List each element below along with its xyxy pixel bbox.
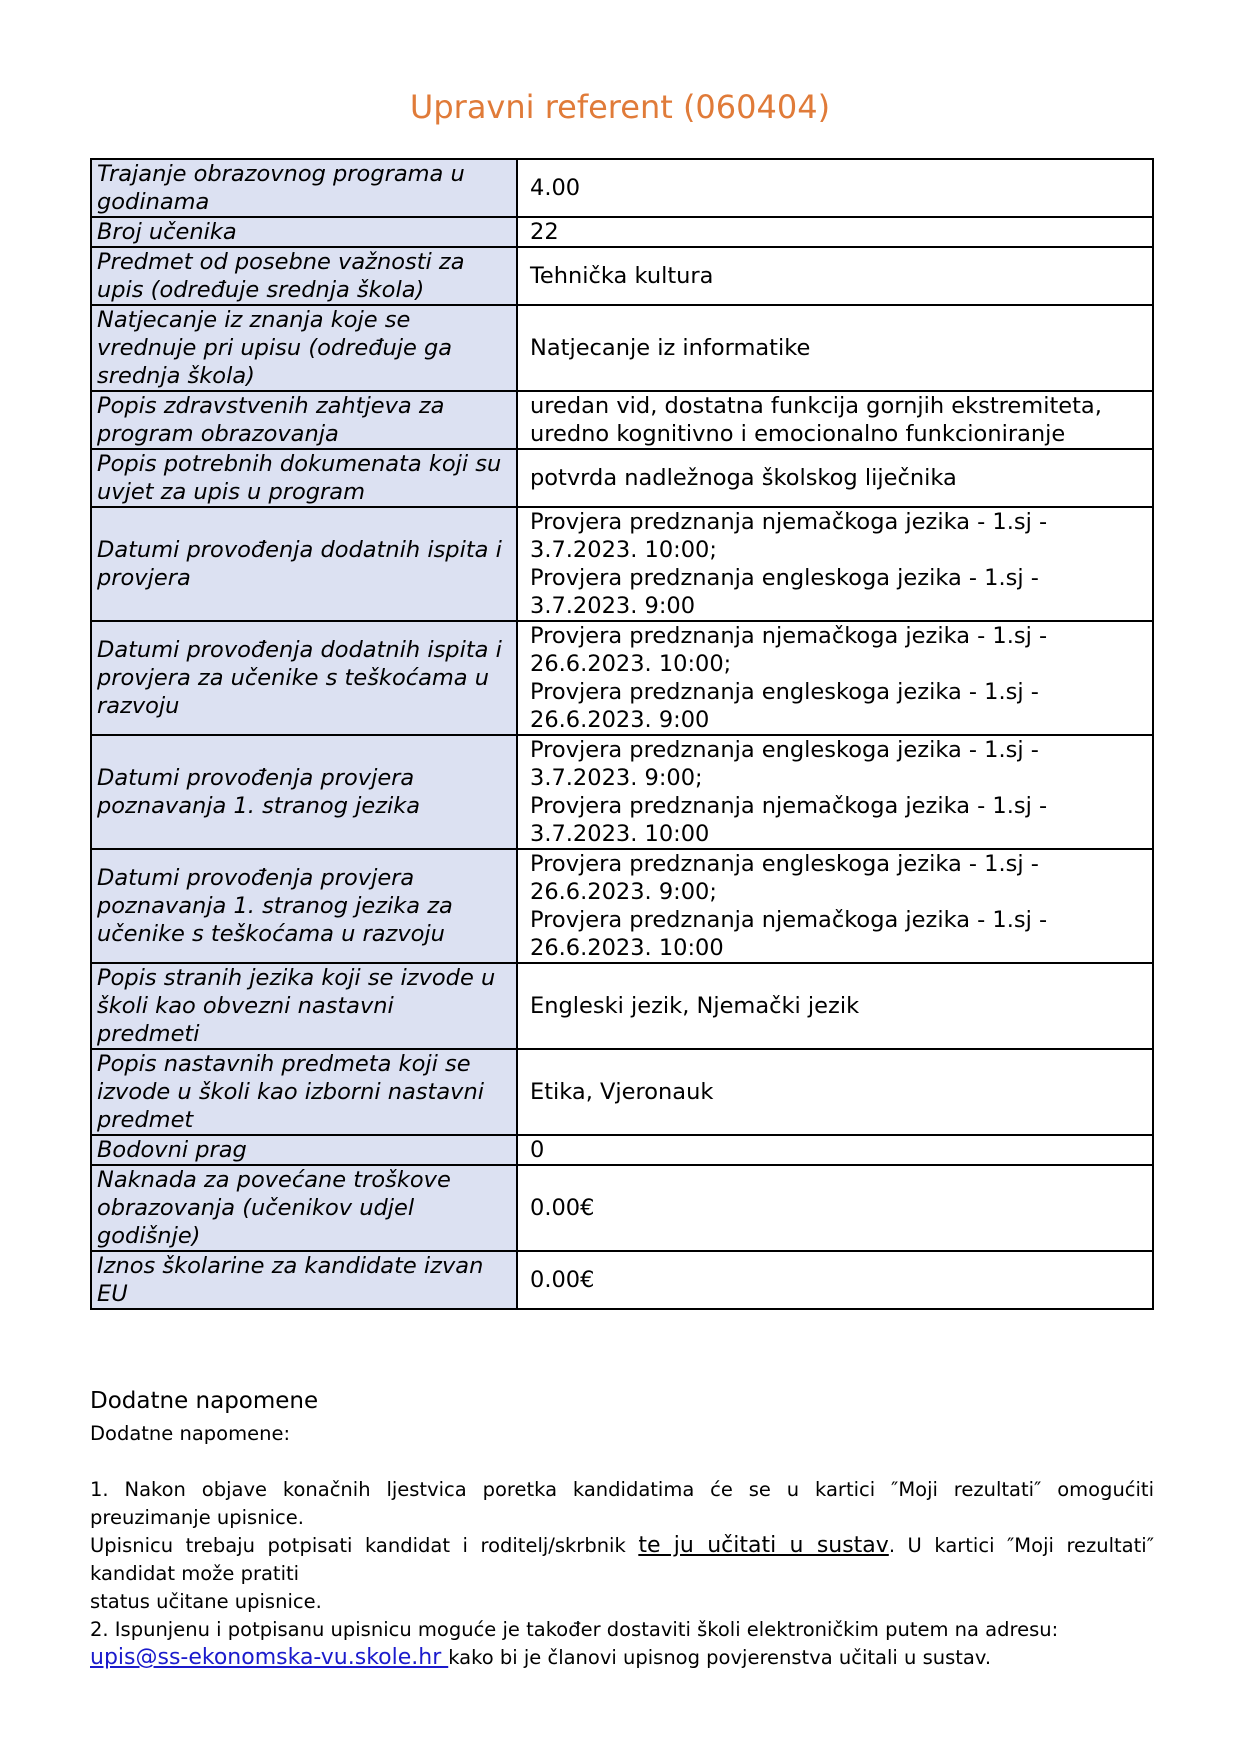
program-info-table [90,158,1154,1310]
table-row [91,963,1153,1049]
table-row [91,507,1153,621]
note-line-1: 1. Nakon objave konačnih ljestvica poretka kandidatima će se u kartici ″Moji rezultati″ omogućiti preuzimanje upisnice. [90,1478,1154,1529]
row-label: Natjecanje iz znanja koje se vrednuje pri upisu (određuje ga srednja škola) [91,305,517,391]
table-row [91,159,1153,217]
row-label: Iznos školarine za kandidate izvan EU [91,1251,517,1309]
table-row [91,1165,1153,1251]
notes-heading: Dodatne napomene [90,1388,319,1414]
table-row [91,849,1153,963]
note-line-2 [90,1532,1154,1588]
row-value: 4.00 [517,159,1153,217]
row-value: Provjera predznanja engleskoga jezika - 1.sj - 26.6.2023. 9:00; Provjera predznanja njemačkoga jezika - 1.sj - 26.6.2023. 10:00 [517,849,1153,963]
row-label: Naknada za povećane troškove obrazovanja (učenikov udjel godišnje) [91,1165,517,1251]
table-row [91,391,1153,449]
page-title: Upravni referent (060404) [409,88,831,126]
row-value: Engleski jezik, Njemački jezik [517,963,1153,1049]
row-value: 22 [517,217,1153,247]
table-row [91,621,1153,735]
row-label: Predmet od posebne važnosti za upis (određuje srednja škola) [91,247,517,305]
table-row [91,449,1153,507]
table-row [91,305,1153,391]
row-value: 0 [517,1135,1153,1165]
row-value: 0.00€ [517,1251,1153,1309]
row-label: Bodovni prag [91,1135,517,1165]
note-line-4: 2. Ispunjenu i potpisanu upisnicu moguće je također dostaviti školi elektroničkim putem na adresu: [90,1618,1059,1641]
row-value: Natjecanje iz informatike [517,305,1153,391]
email-link[interactable]: upis@ss-ekonomska-vu.skole.hr [90,1645,449,1670]
row-value: Tehnička kultura [517,247,1153,305]
note-line-2-end: . U kartici ″Moji rezultati″ kandidat može pratiti [90,1534,1154,1585]
note-line-5 [90,1644,1154,1672]
notes-subheading: Dodatne napomene: [90,1422,291,1445]
row-label: Datumi provođenja dodatnih ispita i provjera [91,507,517,621]
row-label: Popis potrebnih dokumenata koji su uvjet za upis u program [91,449,517,507]
row-label: Broj učenika [91,217,517,247]
row-label: Datumi provođenja dodatnih ispita i provjera za učenike s teškoćama u razvoju [91,621,517,735]
table-row [91,217,1153,247]
table-row [91,735,1153,849]
row-value: Etika, Vjeronauk [517,1049,1153,1135]
table-row [91,1049,1153,1135]
note-line-5-end: kako bi je članovi upisnog povjerenstva učitali u sustav. [448,1646,992,1669]
blank-line [90,1448,1154,1476]
row-value: uredan vid, dostatna funkcija gornjih ekstremiteta, uredno kognitivno i emocionalno funkcioniranje [517,391,1153,449]
row-label: Datumi provođenja provjera poznavanja 1. stranog jezika za učenike s teškoćama u razvoju [91,849,517,963]
table-row [91,1135,1153,1165]
note-line-3: status učitane upisnice. [90,1590,322,1613]
row-value: potvrda nadležnoga školskog liječnika [517,449,1153,507]
note-line-2-start: Upisnicu trebaju potpisati kandidat i roditelj/skrbnik [90,1534,639,1557]
table-row [91,247,1153,305]
row-value: Provjera predznanja njemačkoga jezika - 1.sj - 3.7.2023. 10:00; Provjera predznanja engleskoga jezika - 1.sj - 3.7.2023. 9:00 [517,507,1153,621]
row-label: Popis nastavnih predmeta koji se izvode u školi kao izborni nastavni predmet [91,1049,517,1135]
row-value: Provjera predznanja njemačkoga jezika - 1.sj - 26.6.2023. 10:00; Provjera predznanja engleskoga jezika - 1.sj - 26.6.2023. 9:00 [517,621,1153,735]
row-label: Popis stranih jezika koji se izvode u školi kao obvezni nastavni predmeti [91,963,517,1049]
row-value: Provjera predznanja engleskoga jezika - 1.sj - 3.7.2023. 9:00; Provjera predznanja njemačkoga jezika - 1.sj - 3.7.2023. 10:00 [517,735,1153,849]
row-label: Trajanje obrazovnog programa u godinama [91,159,517,217]
upload-link[interactable]: te ju učitati u sustav [638,1533,889,1558]
row-label: Datumi provođenja provjera poznavanja 1. stranog jezika [91,735,517,849]
notes-body [90,1420,1154,1672]
row-value: 0.00€ [517,1165,1153,1251]
row-label: Popis zdravstvenih zahtjeva za program obrazovanja [91,391,517,449]
table-row [91,1251,1153,1309]
